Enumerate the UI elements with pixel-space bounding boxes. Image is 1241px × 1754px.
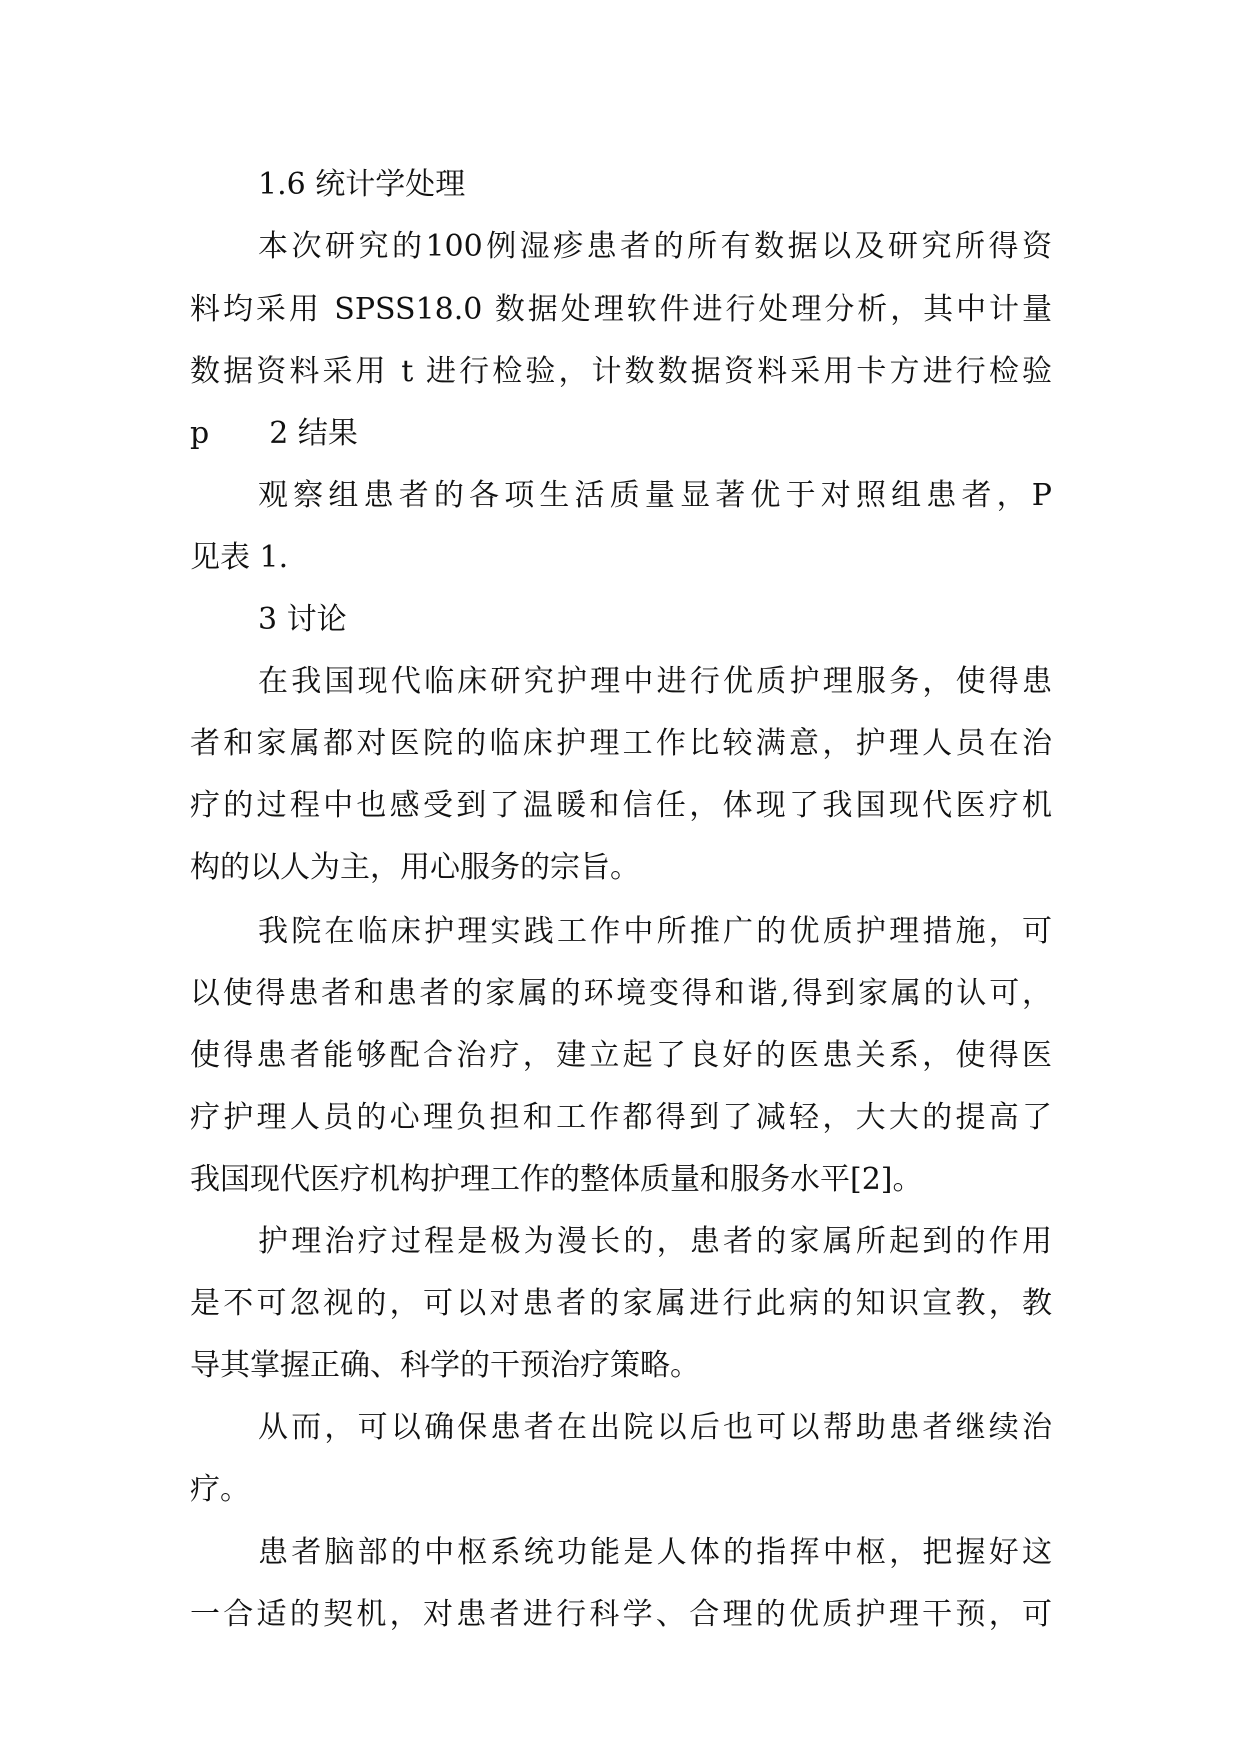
paragraph-line: 患者脑部的中枢系统功能是人体的指挥中枢，把握好这	[258, 1535, 1052, 1570]
paragraph-line: 料均采用 SPSS18.0 数据处理软件进行处理分析，其中计量	[190, 292, 1052, 327]
paragraph-line: 以使得患者和患者的家属的环境变得和谐,得到家属的认可，	[190, 976, 1052, 1011]
paragraph-line: 护理治疗过程是极为漫长的，患者的家属所起到的作用	[258, 1224, 1052, 1259]
paragraph-line: 数据资料采用 t 进行检验，计数数据资料采用卡方进行检验	[190, 354, 1052, 389]
paragraph-line: 疗。	[190, 1472, 250, 1507]
paragraph-line: 是不可忽视的，可以对患者的家属进行此病的知识宣教，教	[190, 1286, 1052, 1321]
paragraph-line: 观察组患者的各项生活质量显著优于对照组患者，P	[258, 478, 1052, 513]
paragraph-line: 导其掌握正确、科学的干预治疗策略。	[190, 1348, 700, 1383]
paragraph-line: 疗护理人员的心理负担和工作都得到了减轻，大大的提高了	[190, 1100, 1052, 1135]
paragraph-line: 我院在临床护理实践工作中所推广的优质护理措施，可	[258, 914, 1052, 949]
section-heading-statistics: 1.6 统计学处理	[258, 167, 466, 202]
section-heading-discussion: 3 讨论	[258, 602, 347, 637]
paragraph-line: 我国现代医疗机构护理工作的整体质量和服务水平[2]。	[190, 1162, 923, 1197]
paragraph-line: 构的以人为主，用心服务的宗旨。	[190, 850, 640, 885]
paragraph-line	[190, 414, 358, 454]
paragraph-line: 本次研究的100例湿疹患者的所有数据以及研究所得资	[258, 229, 1052, 264]
paragraph-line: 见表 1.	[190, 540, 289, 575]
paragraph-line: 在我国现代临床研究护理中进行优质护理服务，使得患	[258, 664, 1052, 699]
paragraph-line: 一合适的契机，对患者进行科学、合理的优质护理干预，可	[190, 1597, 1052, 1632]
paragraph-line: 使得患者能够配合治疗，建立起了良好的医患关系，使得医	[190, 1038, 1052, 1073]
paragraph-line: 疗的过程中也感受到了温暖和信任，体现了我国现代医疗机	[190, 788, 1052, 823]
paragraph-line: 从而，可以确保患者在出院以后也可以帮助患者继续治	[258, 1410, 1052, 1445]
section-heading-results: 2 结果	[269, 416, 358, 451]
p-value-text: p	[190, 416, 210, 451]
paragraph-line: 者和家属都对医院的临床护理工作比较满意，护理人员在治	[190, 726, 1052, 761]
